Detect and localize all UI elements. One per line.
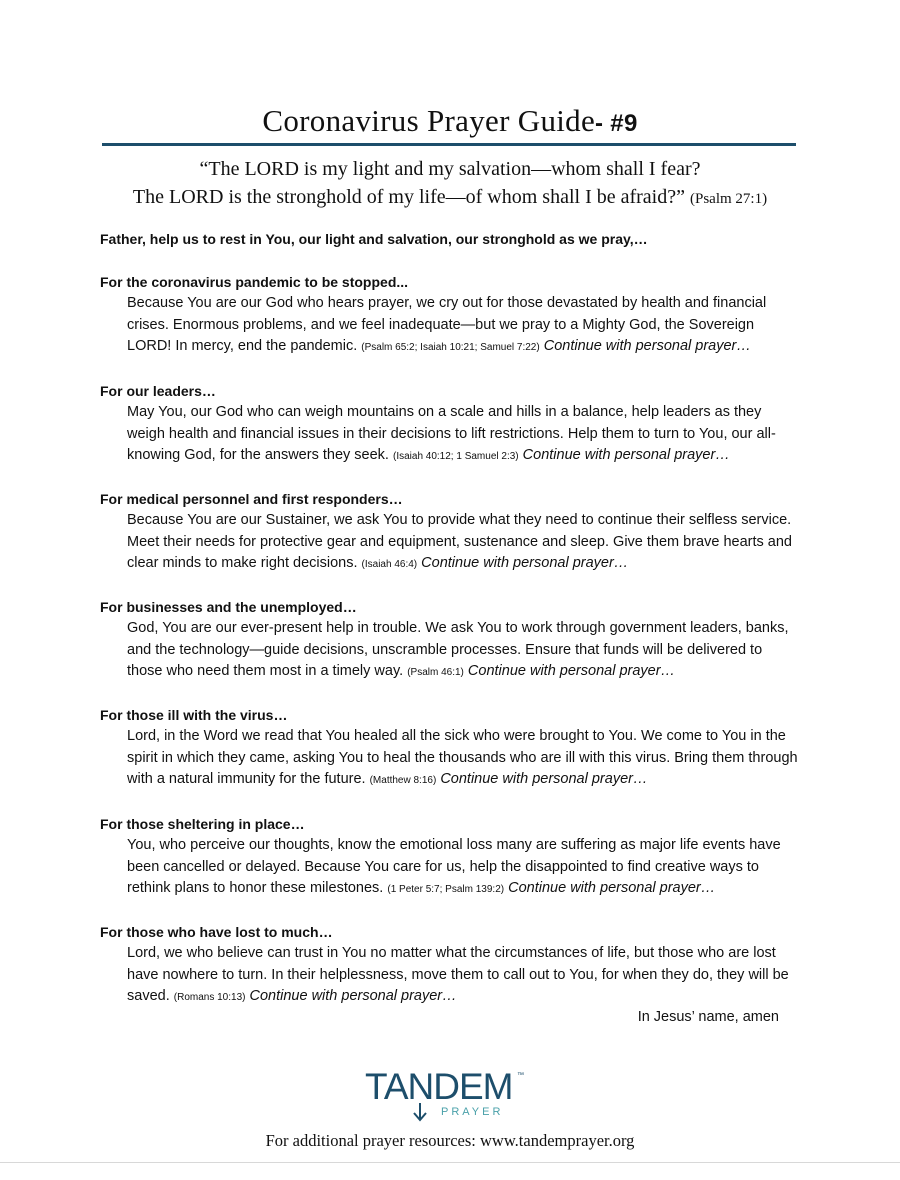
section-text: Because You are our Sustainer, we ask You to provide what they need to continue their selfless service. Meet their needs for protective gear and equipment, sustenance and sleep. Give them brave hearts and clear minds to make right decisions. bbox=[127, 512, 792, 572]
prayer-section bbox=[100, 596, 800, 684]
footer-resources: For additional prayer resources: www.tandemprayer.org bbox=[265, 1131, 635, 1150]
section-text: Lord, in the Word we read that You healed all the sick who were brought to You. We come to You in the spirit in which they came, asking You to heal the thousands who are ill with this virus. Bring them through with a natural immunity for the future. bbox=[127, 728, 798, 788]
prayer-section bbox=[100, 704, 800, 792]
logo-name: TANDEM bbox=[365, 1066, 513, 1107]
section-body bbox=[127, 618, 800, 684]
title-text: Coronavirus Prayer Guide bbox=[262, 103, 596, 138]
prayer-section bbox=[100, 380, 800, 468]
scripture-reference: (Isaiah 46:4) bbox=[361, 559, 418, 571]
continue-prompt: Continue with personal prayer… bbox=[522, 447, 730, 464]
section-text: May You, our God who can weigh mountains on a scale and hills in a balance, help leaders as they weigh health and financial issues in their decisions to lift restrictions. Help them to turn to You, our all-knowing God, for the answers they seek. bbox=[127, 404, 776, 464]
section-body bbox=[127, 402, 800, 468]
title-number: - #9 bbox=[595, 110, 638, 137]
page-title bbox=[0, 103, 900, 139]
verse-reference: (Psalm 27:1) bbox=[690, 191, 768, 207]
title-divider bbox=[102, 143, 796, 146]
section-heading: For medical personnel and first responders… bbox=[100, 491, 403, 507]
intro-text: Father, help us to rest in You, our light and salvation, our stronghold as we pray,… bbox=[100, 231, 648, 247]
section-body bbox=[127, 510, 800, 576]
scripture-reference: (Psalm 46:1) bbox=[407, 667, 464, 679]
page-bottom-divider bbox=[0, 1162, 900, 1163]
section-text: Because You are our God who hears prayer, we cry out for those devastated by health and financial crises. Enormous problems, and we feel inadequate—but we pray to a Mighty God, the Sovereign LORD! In mercy, end the pandemic. bbox=[127, 295, 767, 355]
section-heading: For those ill with the virus… bbox=[100, 707, 288, 723]
prayer-section bbox=[100, 921, 800, 1009]
section-body bbox=[127, 943, 800, 1009]
verse-line-2-text: The LORD is the stronghold of my life—of whom shall I be afraid?” bbox=[132, 186, 685, 208]
scripture-reference: (1 Peter 5:7; Psalm 139:2) bbox=[387, 884, 505, 896]
continue-prompt: Continue with personal prayer… bbox=[508, 880, 716, 897]
prayer-section bbox=[100, 488, 800, 576]
section-text: Lord, we who believe can trust in You no matter what the circumstances of life, but those who are lost have nowhere to turn. In their helplessness, move them to call out to You, for when they do, they will be saved. bbox=[127, 945, 789, 1005]
scripture-reference: (Isaiah 40:12; 1 Samuel 2:3) bbox=[392, 451, 519, 463]
section-body bbox=[127, 835, 800, 901]
continue-prompt: Continue with personal prayer… bbox=[421, 555, 629, 572]
prayer-section bbox=[100, 271, 800, 359]
verse-line-2 bbox=[0, 183, 900, 213]
section-heading: For businesses and the unemployed… bbox=[100, 599, 357, 615]
scripture-reference: (Romans 10:13) bbox=[173, 992, 246, 1004]
scripture-reference: (Psalm 65:2; Isaiah 10:21; Samuel 7:22) bbox=[361, 342, 540, 354]
continue-prompt: Continue with personal prayer… bbox=[467, 663, 676, 680]
continue-prompt: Continue with personal prayer… bbox=[249, 988, 457, 1005]
section-heading: For our leaders… bbox=[100, 383, 216, 399]
verse-line-1: “The LORD is my light and my salvation—whom shall I fear? bbox=[199, 158, 701, 180]
trademark-mark: ™ bbox=[517, 1072, 524, 1079]
section-body bbox=[127, 726, 800, 792]
section-heading: For those sheltering in place… bbox=[100, 816, 305, 832]
section-heading: For the coronavirus pandemic to be stopped... bbox=[100, 274, 409, 290]
section-heading: For those who have lost to much… bbox=[100, 924, 333, 940]
prayer-section bbox=[100, 813, 800, 901]
logo-subtitle: PRAYER bbox=[441, 1106, 504, 1118]
verse-block bbox=[0, 155, 900, 213]
continue-prompt: Continue with personal prayer… bbox=[543, 338, 751, 355]
continue-prompt: Continue with personal prayer… bbox=[440, 771, 648, 788]
section-body bbox=[127, 293, 800, 359]
section-text: God, You are our ever-present help in trouble. We ask You to work through government leaders, banks, and the technology—guide decisions, unscramble processes. Ensure that funds will be delivered to those who need them most in a timely way. bbox=[127, 620, 789, 680]
section-text: You, who perceive our thoughts, know the emotional loss many are suffering as major life events have been cancelled or delayed. Because You care for us, help the disappointed to find creative ways to rethink plans to honor these milestones. bbox=[127, 837, 781, 897]
tandem-prayer-logo bbox=[365, 1066, 535, 1126]
scripture-reference: (Matthew 8:16) bbox=[369, 775, 437, 787]
arrow-down-icon bbox=[411, 1103, 429, 1123]
closing-line: In Jesus’ name, amen bbox=[637, 1009, 779, 1025]
